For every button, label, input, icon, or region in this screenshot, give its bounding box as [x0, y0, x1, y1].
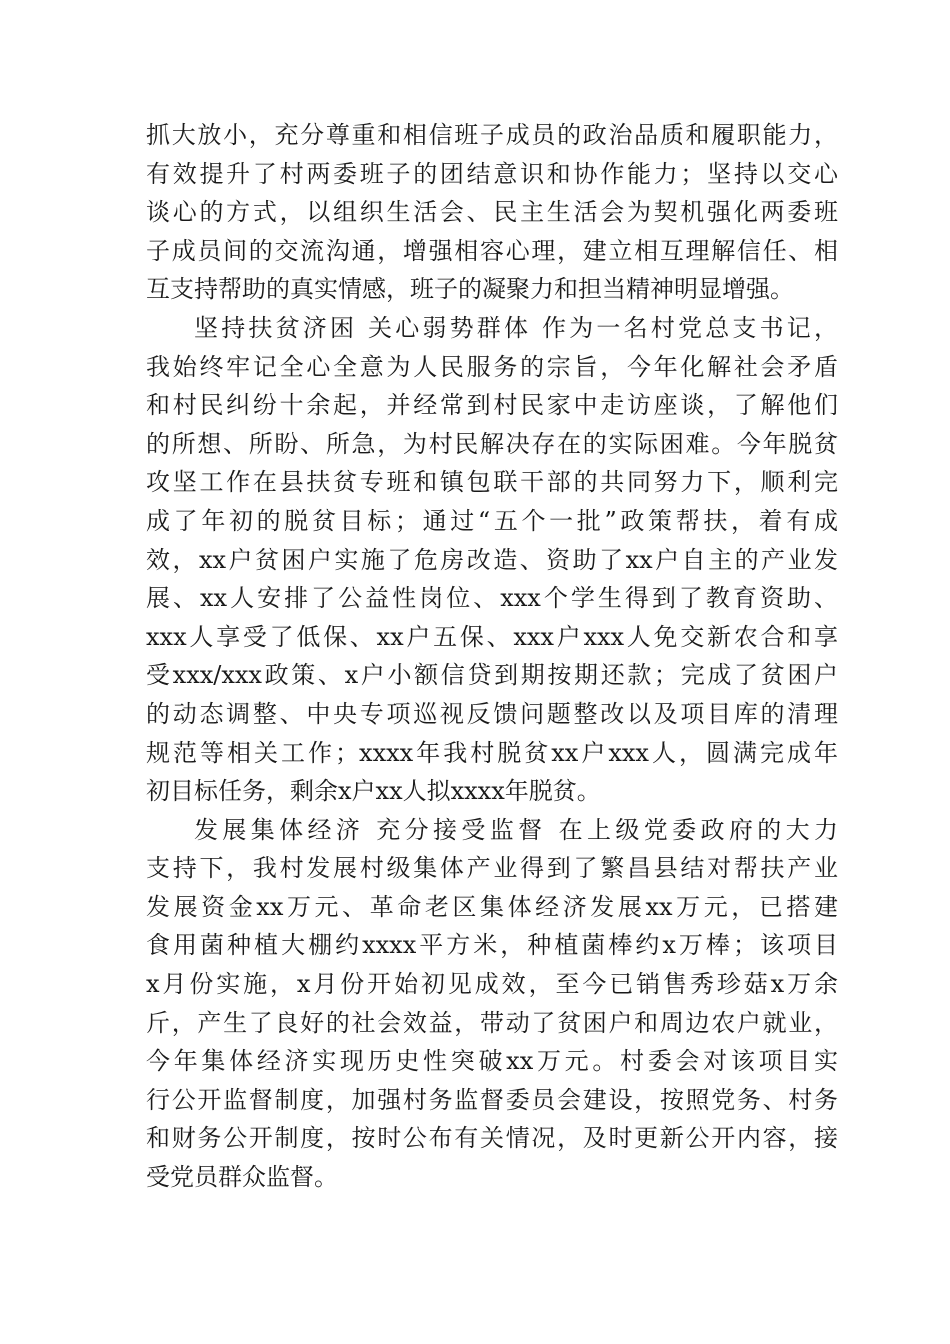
text-line: 受xxx/xxx政策、x户小额信贷到期按期还款；完成了贫困户 — [146, 661, 838, 690]
text-line: 和村民纠纷十余起，并经常到村民家中走访座谈，了解他们 — [146, 391, 838, 420]
text-line: 受党员群众监督。 — [146, 1163, 338, 1192]
text-line: 的动态调整、中央专项巡视反馈问题整改以及项目库的清理 — [146, 699, 838, 728]
section-heading-line: 发展集体经济 充分接受监督 在上级党委政府的大力 — [194, 815, 838, 844]
text-line: 和财务公开制度，按时公布有关情况，及时更新公开内容，接 — [146, 1124, 838, 1153]
text-line: 有效提升了村两委班子的团结意识和协作能力；坚持以交心 — [146, 159, 838, 188]
text-line: 展、xx人安排了公益性岗位、xxx个学生得到了教育资助、 — [146, 584, 838, 613]
text-line: 的所想、所盼、所急，为村民解决存在的实际困难。今年脱贫 — [146, 429, 838, 458]
text-line: 子成员间的交流沟通，增强相容心理，建立相互理解信任、相 — [146, 236, 838, 265]
text-line: 谈心的方式，以组织生活会、民主生活会为契机强化两委班 — [146, 198, 838, 227]
text-line: 食用菌种植大棚约xxxx平方米，种植菌棒约x万棒；该项目 — [146, 931, 838, 960]
section-heading-line: 坚持扶贫济困 关心弱势群体 作为一名村党总支书记， — [194, 313, 838, 342]
text-line: 今年集体经济实现历史性突破xx万元。村委会对该项目实 — [146, 1047, 838, 1076]
text-line: 发展资金xx万元、革命老区集体经济发展xx万元，已搭建 — [146, 892, 838, 921]
text-line: 互支持帮助的真实情感，班子的凝聚力和担当精神明显增强。 — [146, 275, 794, 304]
text-line: 行公开监督制度，加强村务监督委员会建设，按照党务、村务 — [146, 1085, 838, 1114]
text-line: 支持下，我村发展村级集体产业得到了繁昌县结对帮扶产业 — [146, 854, 838, 883]
text-line: 初目标任务，剩余x户xx人拟xxxx年脱贫。 — [146, 777, 601, 806]
text-line: 成了年初的脱贫目标；通过“五个一批”政策帮扶，着有成 — [146, 506, 838, 535]
text-line: 攻坚工作在县扶贫专班和镇包联干部的共同努力下，顺利完 — [146, 468, 838, 497]
text-line: x月份实施，x月份开始初见成效，至今已销售秀珍菇x万余 — [146, 970, 838, 999]
body-text — [146, 116, 838, 1197]
text-line: 斤，产生了良好的社会效益，带动了贫困户和周边农户就业， — [146, 1008, 838, 1037]
text-line: xxx人享受了低保、xx户五保、xxx户xxx人免交新农合和享 — [146, 622, 838, 651]
text-line: 抓大放小，充分尊重和相信班子成员的政治品质和履职能力， — [146, 121, 838, 149]
text-line: 我始终牢记全心全意为人民服务的宗旨，今年化解社会矛盾 — [146, 352, 838, 381]
text-line: 效，xx户贫困户实施了危房改造、资助了xx户自主的产业发 — [146, 545, 838, 574]
text-line: 规范等相关工作；xxxx年我村脱贫xx户xxx人，圆满完成年 — [146, 738, 838, 767]
